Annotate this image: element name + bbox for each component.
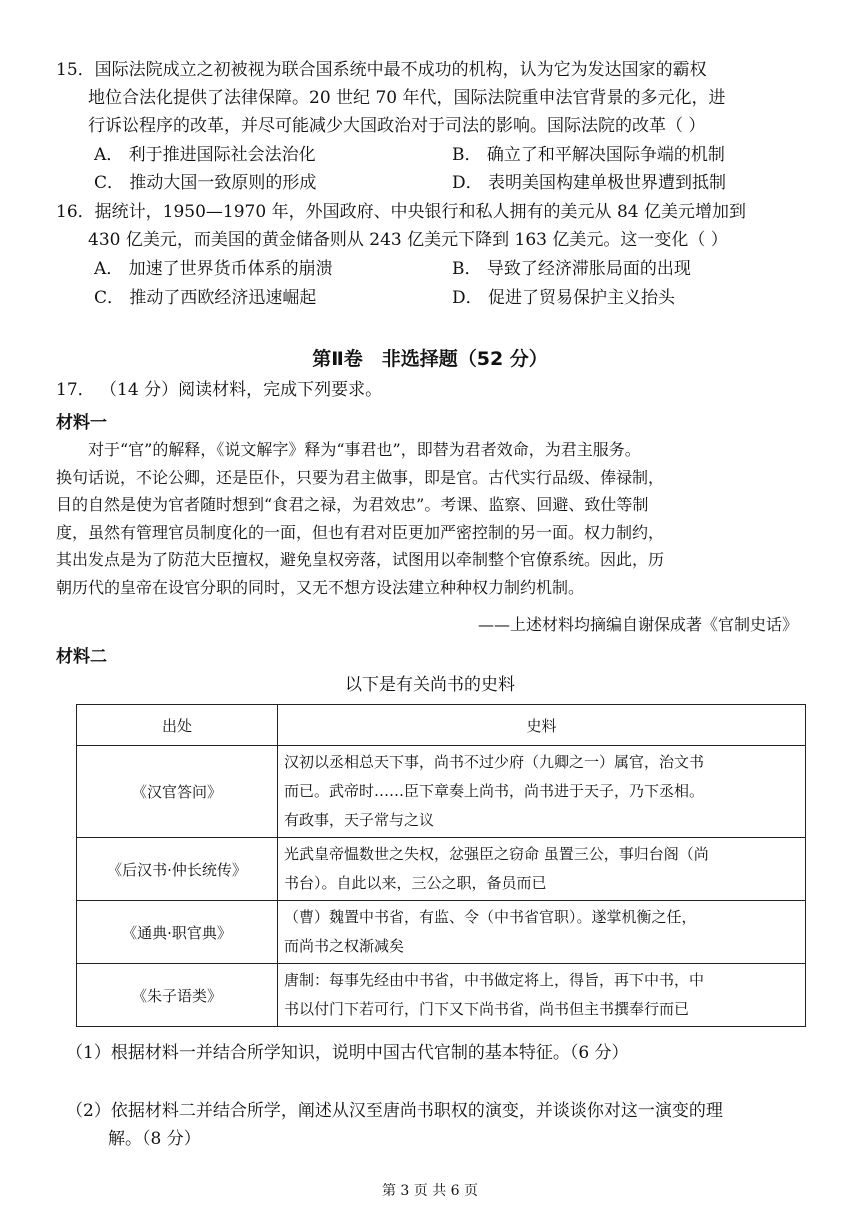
- material-1-line: 换句话说，不论公卿，还是臣仆，只要为君主做事，即是官。古代实行品级、俸禄制，: [56, 467, 665, 487]
- q15-option-a: A． 利于推进国际社会法治化: [94, 145, 316, 165]
- section-title: 第Ⅱ卷 非选择题（52 分）: [312, 348, 548, 370]
- q17-stem: 17． （14 分）阅读材料，完成下列要求。: [56, 380, 383, 400]
- sub-question-2-line-2: 解。（8 分）: [108, 1129, 201, 1149]
- row-material-line: 书以付门下若可行，门下又下尚书省，尚书但主书撰奉行而已: [284, 1000, 690, 1018]
- row-source: 《通典·职官典》: [77, 901, 278, 964]
- row-material-line: （曹）魏置中书省，有监、令（中书省官职）。遂掌机衡之任，: [284, 908, 697, 926]
- row-material: [278, 838, 806, 901]
- row-material-line: 而尚书之权渐减矣: [284, 937, 405, 955]
- q16-option-a: A． 加速了世界货币体系的崩溃: [94, 259, 333, 279]
- q16-option-c: C． 推动了西欧经济迅速崛起: [94, 288, 317, 308]
- material-1-line: 度，虽然有管理官员制度化的一面，但也有君对臣更加严密控制的另一面。权力制约，: [56, 522, 665, 542]
- material-1-line: 其出发点是为了防范大臣擅权，避免皇权旁落，试图用以牵制整个官僚系统。因此，历: [56, 550, 665, 569]
- table-header-row: [77, 705, 806, 746]
- q15-stem-line-1: 15．国际法院成立之初被视为联合国系统中最不成功的机构，认为它为发达国家的霸权: [56, 60, 707, 80]
- row-material: [278, 901, 806, 964]
- table-title: 以下是有关尚书的史料: [345, 675, 515, 695]
- material-1-text: [56, 436, 800, 601]
- table-row: [77, 838, 806, 901]
- row-material-line: 而已。武帝时……臣下章奏上尚书，尚书进于天子，乃下丞相。: [284, 782, 705, 800]
- table-row: [77, 901, 806, 964]
- row-material: [278, 746, 806, 838]
- row-source: 《后汉书·仲长统传》: [77, 838, 278, 901]
- page-footer: 第 3 页 共 6 页: [381, 1183, 479, 1199]
- row-material-line: 唐制：每事先经由中书省，中书做定将上，得旨，再下中书，中: [284, 971, 705, 989]
- q16-option-d: D． 促进了贸易保护主义抬头: [452, 288, 676, 308]
- q15-option-d: D． 表明美国构建单极世界遭到抵制: [452, 173, 727, 193]
- q15-option-b: B． 确立了和平解决国际争端的机制: [452, 145, 725, 165]
- q16-stem-line-2: 430 亿美元，而美国的黄金储备则从 243 亿美元下降到 163 亿美元。这一变化（ ）: [88, 230, 728, 250]
- row-source: 《朱子语类》: [77, 964, 278, 1027]
- material-1-line: 目的自然是使为官者随时想到“食君之禄，为君效忠”。考课、监察、回避、致仕等制: [56, 495, 649, 514]
- row-material-line: 书台）。自此以来，三公之职，备员而已: [284, 874, 547, 892]
- row-material-line: 汉初以丞相总天下事，尚书不过少府（九卿之一）属官，治文书: [284, 753, 705, 771]
- material-1-line: 对于“官”的解释，《说文解字》释为“事君也”，即替为君者效命，为君主服务。: [88, 440, 641, 459]
- table-row: [77, 746, 806, 838]
- row-material-line: 有政事，天子常与之议: [284, 811, 435, 829]
- q15-stem-line-2: 地位合法化提供了法律保障。20 世纪 70 年代，国际法院重申法官背景的多元化，进: [88, 88, 726, 108]
- q15-stem-line-3: 行诉讼程序的改革，并尽可能减少大国政治对于司法的影响。国际法院的改革（ ）: [88, 116, 706, 136]
- q16-option-b: B． 导致了经济滞胀局面的出现: [452, 259, 691, 279]
- row-material-line: 光武皇帝愠数世之失权，忿强臣之窃命 虽置三公，事归台阁（尚: [284, 845, 709, 863]
- material-1-source: ——上述材料均摘编自谢保成著《官制史话》: [477, 615, 798, 634]
- q16-stem-line-1: 16．据统计，1950—1970 年，外国政府、中央银行和私人拥有的美元从 84 亿美元增加到: [56, 202, 747, 222]
- sub-question-2-line-1: （2）依据材料二并结合所学，阐述从汉至唐尚书职权的演变，并谈谈你对这一演变的理: [66, 1101, 723, 1121]
- material-1-line: 朝历代的皇帝在设官分职的同时，又无不想方设法建立种种权力制约机制。: [56, 577, 585, 597]
- q15-option-c: C． 推动大国一致原则的形成: [94, 173, 317, 193]
- sub-question-1: （1）根据材料一并结合所学知识，说明中国古代官制的基本特征。（6 分）: [66, 1043, 629, 1063]
- header-material: 史料: [278, 705, 806, 746]
- sources-table: [76, 704, 806, 1027]
- row-source: 《汉官答问》: [77, 746, 278, 838]
- row-material: [278, 964, 806, 1027]
- material-1-label: 材料一: [56, 413, 107, 433]
- table-row: [77, 964, 806, 1027]
- material-2-label: 材料二: [56, 647, 107, 667]
- header-source: 出处: [77, 705, 278, 746]
